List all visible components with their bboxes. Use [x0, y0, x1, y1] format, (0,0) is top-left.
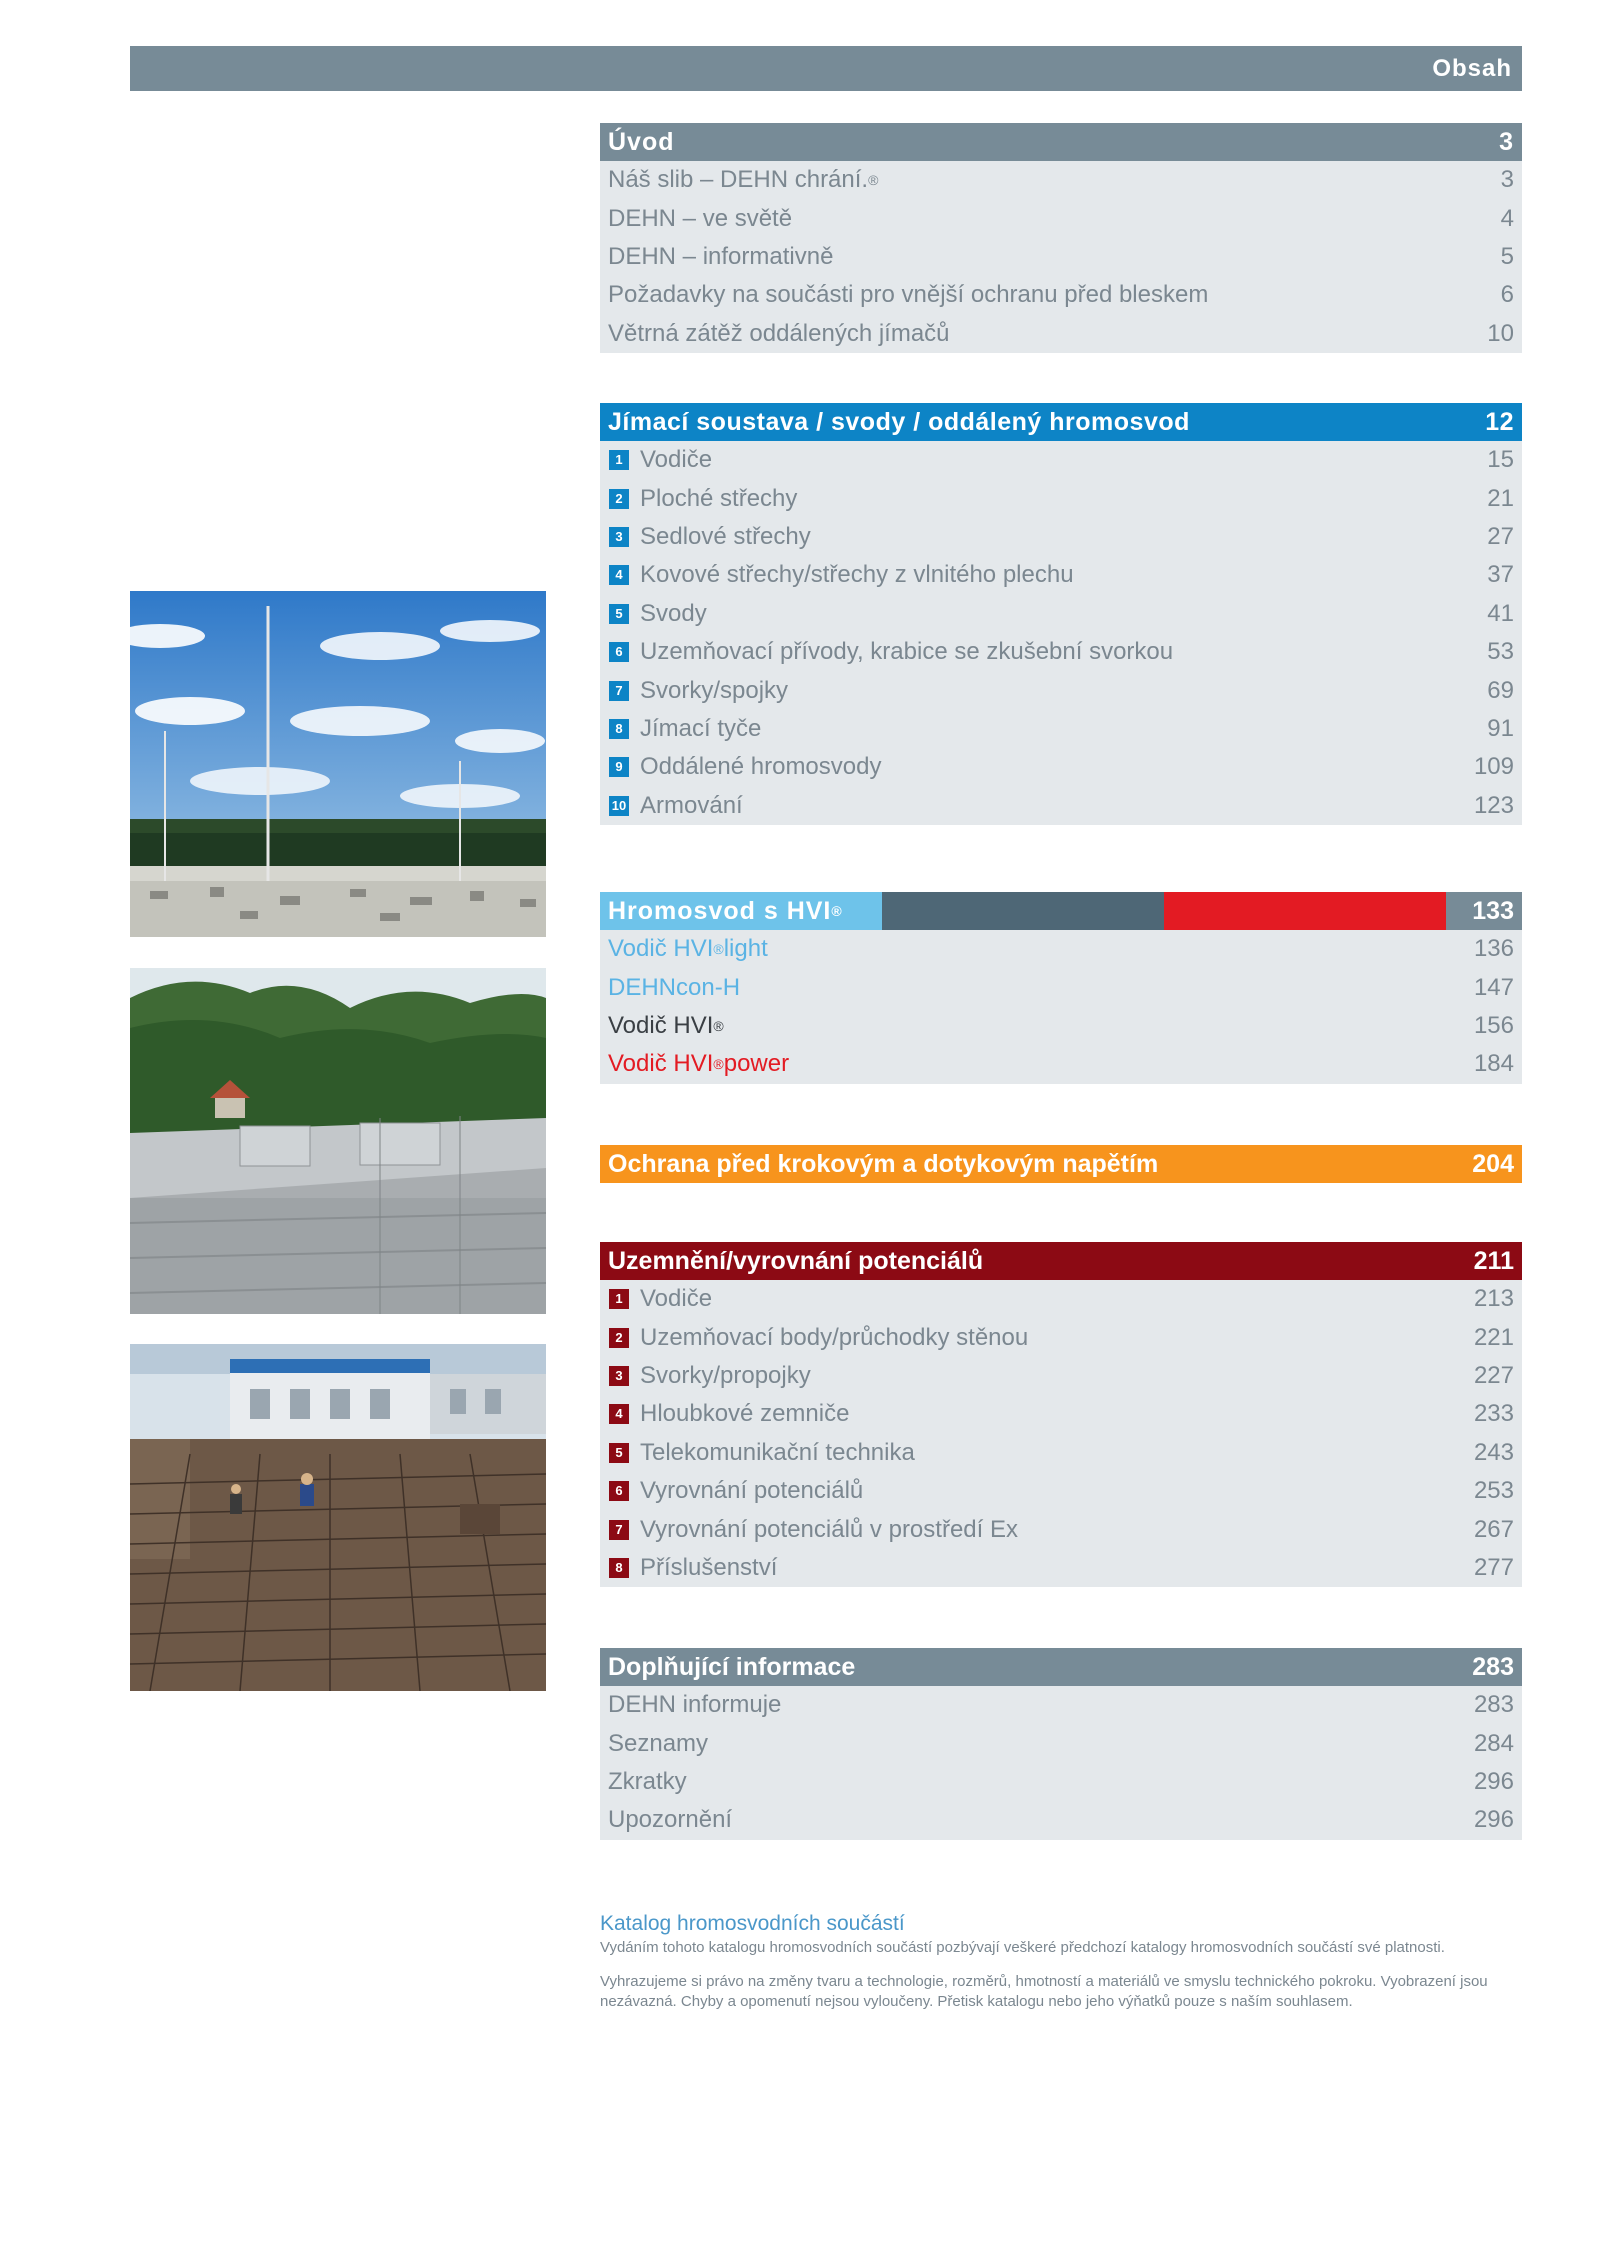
section-title: Ochrana před krokovým a dotykovým napětím	[608, 1149, 1159, 1178]
photo-roof-masts	[130, 591, 546, 937]
hvi-light-segment: Hromosvod s HVI ®	[600, 892, 882, 930]
toc-page: 147	[1473, 973, 1514, 1001]
toc-label: DEHN informuje	[608, 1691, 782, 1719]
toc-row[interactable]	[600, 1280, 1522, 1318]
section-jimaci-soustava	[600, 403, 1522, 825]
chapter-number-badge: 3	[609, 1366, 629, 1386]
toc-row[interactable]	[600, 518, 1522, 556]
toc-row[interactable]	[600, 1763, 1522, 1801]
toc-page: 15	[1487, 446, 1514, 474]
toc-row[interactable]	[600, 1007, 1522, 1045]
toc-row[interactable]	[600, 1686, 1522, 1724]
toc-label: Svorky/propojky	[640, 1361, 811, 1389]
footnote-line-1: Vydáním tohoto katalogu hromosvodních součástí pozbývají veškeré předchozí katalogy hromosvodních součástí své platnosti.	[600, 1939, 1445, 1956]
toc-row[interactable]	[600, 1801, 1522, 1839]
toc-row[interactable]	[600, 1357, 1522, 1395]
toc-row[interactable]	[600, 1510, 1522, 1548]
chapter-number-badge: 8	[609, 719, 629, 739]
chapter-number-badge: 10	[609, 796, 629, 816]
toc-row[interactable]	[600, 1318, 1522, 1356]
section-header[interactable]	[600, 123, 1522, 161]
chapter-number-badge: 6	[609, 1481, 629, 1501]
chapter-number-badge: 2	[609, 1328, 629, 1348]
toc-row[interactable]	[600, 748, 1522, 786]
section-title: Doplňující informace	[608, 1652, 856, 1681]
toc-page: 69	[1487, 676, 1514, 704]
toc-page: 184	[1473, 1050, 1514, 1078]
toc-label: Vodič HVI ®	[608, 1011, 724, 1039]
section-ochrana	[600, 1145, 1522, 1183]
toc-page: 21	[1487, 484, 1514, 512]
toc-row[interactable]	[600, 1395, 1522, 1433]
toc-label: Vodiče	[640, 446, 713, 474]
toc-label: DEHN – informativně	[608, 242, 834, 270]
toc-page: 213	[1473, 1285, 1514, 1313]
toc-row[interactable]	[600, 315, 1522, 353]
toc-page: 5	[1500, 242, 1514, 270]
chapter-number-badge: 1	[609, 450, 629, 470]
toc-row[interactable]	[600, 556, 1522, 594]
toc-label: Větrná zátěž oddálených jímačů	[608, 319, 950, 347]
toc-page: 253	[1473, 1477, 1514, 1505]
toc-page: 10	[1487, 319, 1514, 347]
toc-page: 136	[1473, 935, 1514, 963]
chapter-number-badge: 8	[609, 1558, 629, 1578]
chapter-number-badge: 4	[609, 565, 629, 585]
toc-page: 267	[1473, 1515, 1514, 1543]
section-header[interactable]	[600, 1242, 1522, 1280]
toc-page: 4	[1500, 204, 1514, 232]
construction-site-image	[130, 1344, 546, 1691]
toc-row[interactable]	[600, 787, 1522, 825]
toc-label: Požadavky na součásti pro vnější ochranu před bleskem	[608, 281, 1209, 309]
toc-row[interactable]	[600, 1549, 1522, 1587]
toc-label: Příslušenství	[640, 1553, 778, 1581]
section-page: 12	[1485, 407, 1514, 436]
toc-row[interactable]	[600, 1724, 1522, 1762]
toc-page: 37	[1487, 561, 1514, 589]
chapter-number-badge: 7	[609, 681, 629, 701]
toc-row[interactable]	[600, 199, 1522, 237]
toc-row[interactable]	[600, 276, 1522, 314]
toc-label: Telekomunikační technika	[640, 1438, 915, 1466]
toc-label: Seznamy	[608, 1729, 709, 1757]
toc-page: 296	[1473, 1806, 1514, 1834]
toc-label: Kovové střechy/střechy z vlnitého plechu	[640, 561, 1074, 589]
toc-row[interactable]	[600, 710, 1522, 748]
toc-label: Oddálené hromosvody	[640, 753, 882, 781]
toc-label: Svorky/spojky	[640, 676, 789, 704]
section-hvi	[600, 892, 1522, 1084]
footnote-title: Katalog hromosvodních součástí	[600, 1912, 905, 1935]
hvi-power-segment	[1164, 892, 1446, 930]
toc-row[interactable]	[600, 633, 1522, 671]
section-title: Jímací soustava / svody / oddálený hromosvod	[608, 407, 1190, 436]
toc-page: 296	[1473, 1767, 1514, 1795]
chapter-number-badge: 9	[609, 757, 629, 777]
chapter-number-badge: 2	[609, 489, 629, 509]
toc-page: 277	[1473, 1553, 1514, 1581]
footnote-line-2: Vyhrazujeme si právo na změny tvaru a technologie, rozměrů, hmotností a materiálů ve smyslu technického pokroku. Vyobrazení jsou nezávazná. Chyby a opomenutí nejsou vyloučeny. Přetisk katalogu nebo jeho výňatků pouze s naším souhlasem.	[600, 1973, 1488, 2010]
toc-row[interactable]	[600, 671, 1522, 709]
section-uzemneni	[600, 1242, 1522, 1587]
section-title: Hromosvod s HVI	[608, 896, 832, 925]
toc-page: 27	[1487, 522, 1514, 550]
toc-page: 91	[1487, 714, 1514, 742]
page-title: Obsah	[1432, 54, 1512, 82]
toc-label: Náš slib – DEHN chrání. ®	[608, 166, 879, 194]
chapter-number-badge: 5	[609, 604, 629, 624]
toc-page: 109	[1473, 753, 1514, 781]
chapter-number-badge: 6	[609, 642, 629, 662]
section-page: 211	[1473, 1246, 1514, 1275]
section-page: 204	[1472, 1149, 1514, 1178]
toc-row[interactable]	[600, 238, 1522, 276]
toc-label: Hloubkové zemniče	[640, 1400, 850, 1428]
section-header[interactable]	[600, 892, 1522, 930]
toc-row[interactable]	[600, 479, 1522, 517]
toc-label: Sedlové střechy	[640, 522, 811, 550]
toc-page: 283	[1473, 1691, 1514, 1719]
section-page: 133	[1472, 896, 1514, 925]
toc-row[interactable]	[600, 441, 1522, 479]
toc-label: Vodič HVI ® light	[608, 935, 768, 963]
toc-label: DEHNcon-H	[608, 973, 741, 1001]
photo-flat-roof	[130, 968, 546, 1314]
toc-label: Ploché střechy	[640, 484, 798, 512]
section-uvod	[600, 123, 1522, 353]
chapter-number-badge: 5	[609, 1443, 629, 1463]
hvi-page-segment	[1446, 892, 1522, 930]
toc-row[interactable]	[600, 968, 1522, 1006]
toc-label: Vodiče	[640, 1285, 713, 1313]
section-header[interactable]	[600, 403, 1522, 441]
toc-page: 233	[1473, 1400, 1514, 1428]
toc-row[interactable]	[600, 595, 1522, 633]
section-title: Uzemnění/vyrovnání potenciálů	[608, 1246, 984, 1275]
section-header[interactable]	[600, 1648, 1522, 1686]
toc-page: 221	[1473, 1323, 1514, 1351]
flat-roof-image	[130, 968, 546, 1314]
toc-label: Armování	[640, 791, 743, 819]
toc-label: Uzemňovací přívody, krabice se zkušební svorkou	[640, 638, 1174, 666]
toc-label: DEHN – ve světě	[608, 204, 793, 232]
hvi-main-segment	[882, 892, 1164, 930]
toc-page: 53	[1487, 638, 1514, 666]
toc-label: Vyrovnání potenciálů v prostředí Ex	[640, 1515, 1018, 1543]
toc-page: 3	[1500, 166, 1514, 194]
toc-label: Zkratky	[608, 1767, 687, 1795]
toc-page: 156	[1473, 1011, 1514, 1039]
toc-row[interactable]	[600, 930, 1522, 968]
toc-row[interactable]	[600, 1434, 1522, 1472]
section-header[interactable]	[600, 1145, 1522, 1183]
section-doplnujici	[600, 1648, 1522, 1840]
header-bar	[130, 46, 1522, 91]
section-title: Úvod	[608, 127, 675, 156]
toc-row[interactable]	[600, 1472, 1522, 1510]
chapter-number-badge: 4	[609, 1404, 629, 1424]
toc-page: 243	[1473, 1438, 1514, 1466]
section-page: 3	[1499, 127, 1514, 156]
chapter-number-badge: 7	[609, 1520, 629, 1540]
chapter-number-badge: 1	[609, 1289, 629, 1309]
toc-label: Jímací tyče	[640, 714, 762, 742]
toc-label: Svody	[640, 599, 707, 627]
toc-page: 41	[1487, 599, 1514, 627]
toc-page: 6	[1500, 281, 1514, 309]
section-page: 283	[1472, 1652, 1514, 1681]
chapter-number-badge: 3	[609, 527, 629, 547]
toc-row[interactable]	[600, 1045, 1522, 1083]
toc-row[interactable]	[600, 161, 1522, 199]
toc-page: 227	[1473, 1361, 1514, 1389]
roof-masts-image	[130, 591, 546, 937]
toc-label: Vyrovnání potenciálů	[640, 1477, 864, 1505]
photo-construction-site	[130, 1344, 546, 1691]
toc-page: 284	[1473, 1729, 1514, 1757]
toc-label: Vodič HVI ® power	[608, 1050, 790, 1078]
footnote	[600, 1912, 1530, 2012]
toc-label: Uzemňovací body/průchodky stěnou	[640, 1323, 1029, 1351]
toc-label: Upozornění	[608, 1806, 733, 1834]
toc-page: 123	[1473, 791, 1514, 819]
